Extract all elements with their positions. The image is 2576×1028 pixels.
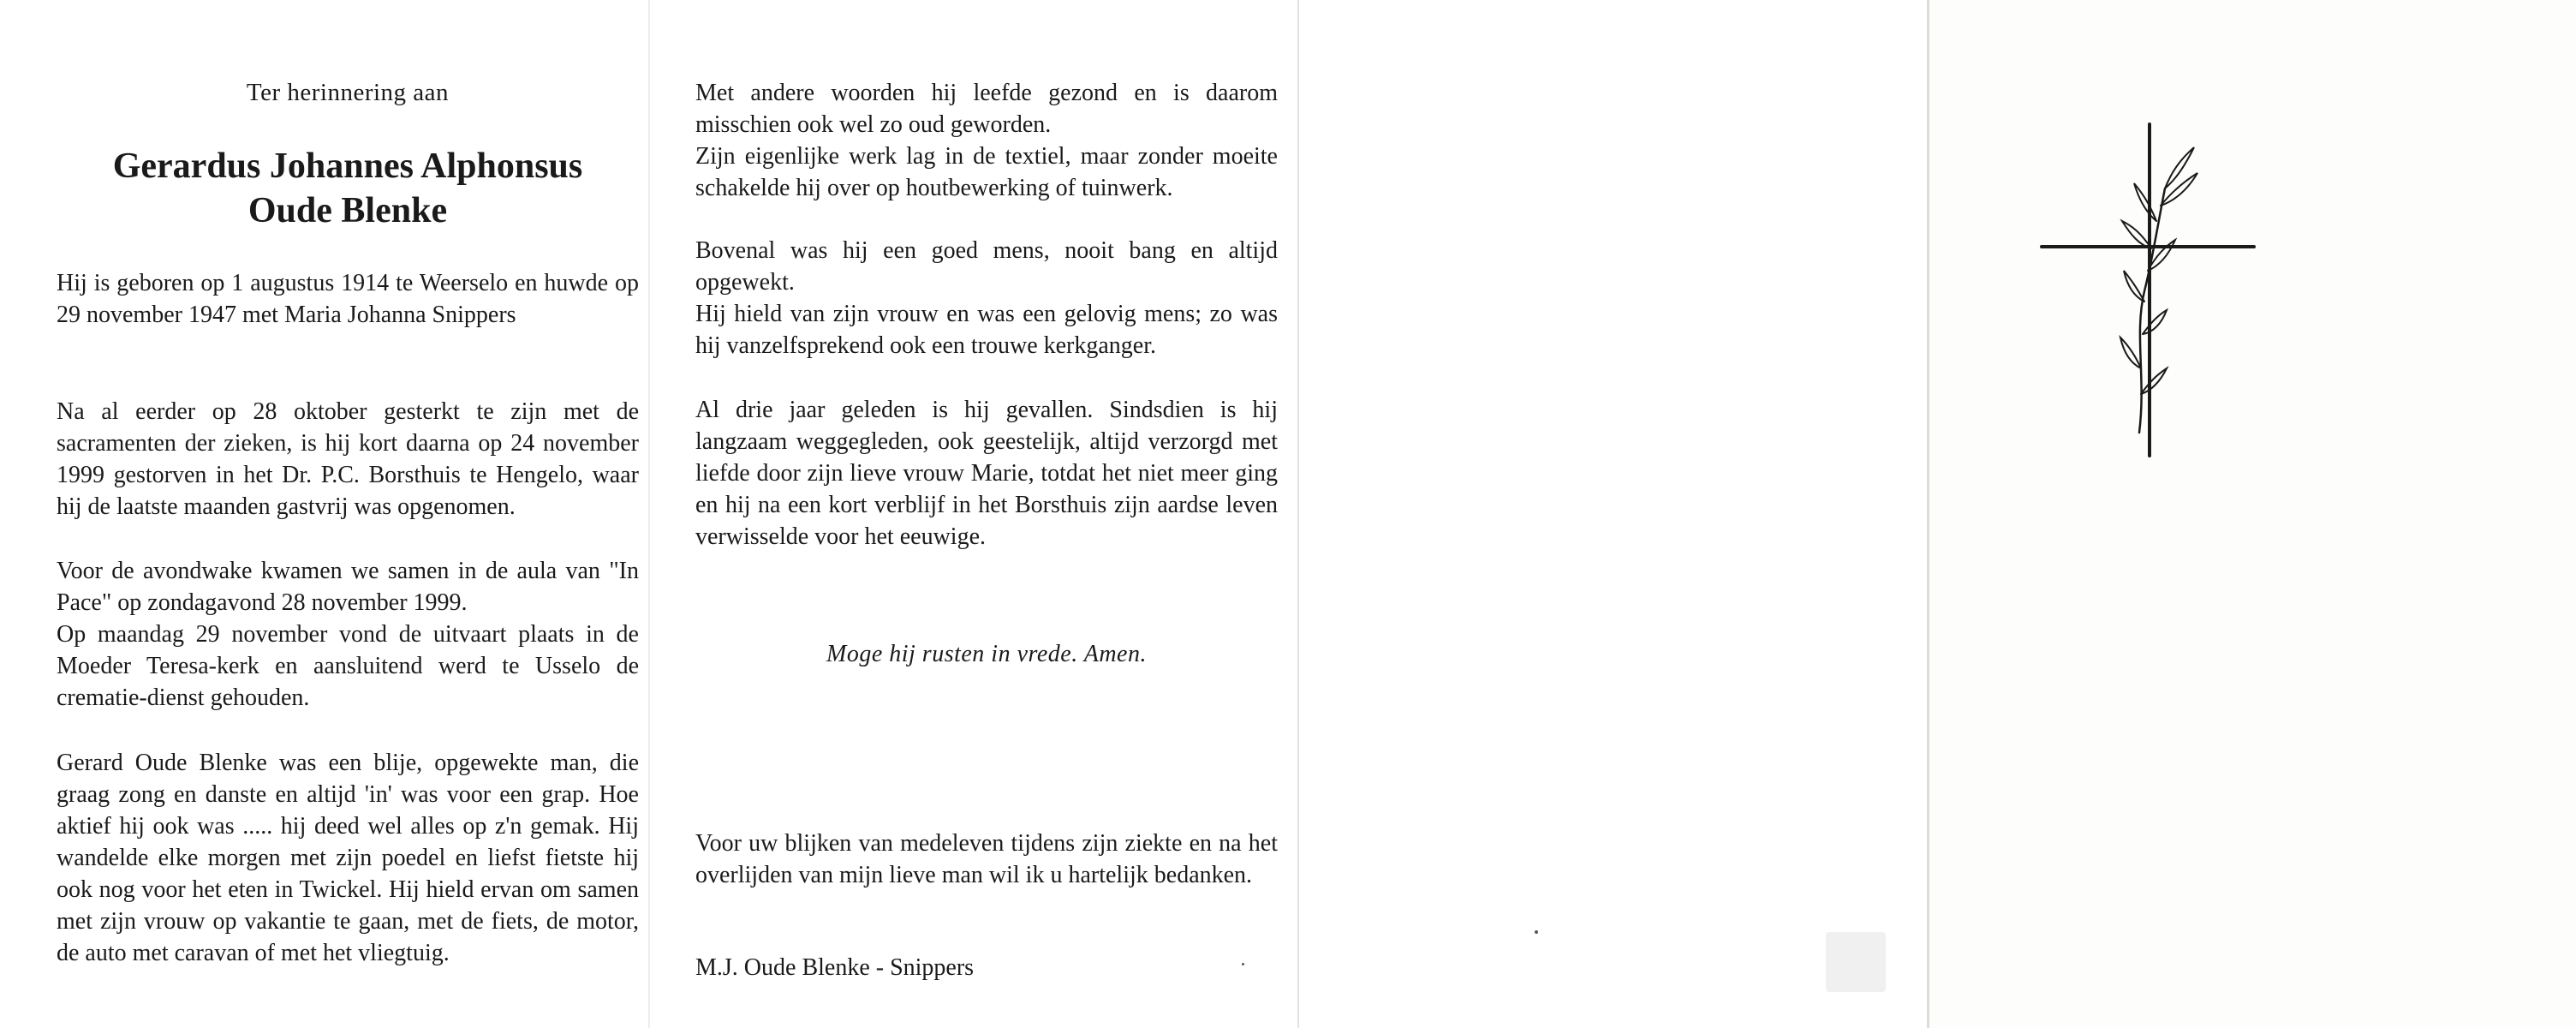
thanks-paragraph: Voor uw blijken van medeleven tijdens zijn ziekte en na het overlijden van mijn lieve man wil ik u hartelijk bedanken. [695, 830, 1278, 888]
memorial-heading: Ter herinnering aan [246, 79, 450, 106]
funeral-paragraph: Op maandag 29 november vond de uitvaart plaats in de Moeder Teresa-kerk en aansluitend werd te Usselo de crematie-dienst gehouden. [57, 621, 639, 711]
cross-with-palm-branch-icon [2038, 120, 2261, 463]
printer-mark-icon [1826, 932, 1886, 992]
decline-paragraph: Al drie jaar geleden is hij gevallen. Sindsdien is hij langzaam weggegleden, ook geestelijk, altijd verzorgd met liefde door zijn lieve vrouw Marie, totdat het niet meer ging en hij na een kort verblijf in het Borsthuis zijn aardse leven verwisselde voor het eeuwige. [695, 397, 1278, 550]
palm-leaf [2122, 221, 2151, 248]
name-line-1: Gerardus Johannes Alphonsus [112, 146, 583, 186]
fold-line [648, 0, 650, 1028]
signature: M.J. Oude Blenke - Snippers [695, 954, 975, 981]
health-paragraph: Met andere woorden hij leefde gezond en is daarom misschien ook wel zo oud geworden. [695, 80, 1278, 138]
faith-paragraph: Hij hield van zijn vrouw en was een gelovig mens; zo was hij vanzelfsprekend ook een trouwe kerkganger. [695, 301, 1278, 359]
print-speck [1535, 930, 1538, 934]
back-panel [1297, 0, 1927, 1028]
death-paragraph: Na al eerder op 28 oktober gesterkt te zijn met de sacramenten der zieken, is hij kort daarna op 24 november 1999 gestorven in het Dr. P.C. Borsthuis te Hengelo, waar hij de laatste maanden gastvrij was opgenomen. [57, 398, 639, 520]
prayer-line: Moge hij rusten in vrede. Amen. [826, 641, 1147, 667]
wake-paragraph: Voor de avondwake kwamen we samen in de aula van "In Pace" op zondagavond 28 november 1999. [57, 558, 639, 616]
palm-leaf [2134, 183, 2156, 221]
birth-paragraph: Hij is geboren op 1 augustus 1914 te Weerselo en huwde op 29 november 1947 met Maria Johanna Snippers [57, 270, 639, 328]
character-paragraph: Bovenal was hij een goed mens, nooit bang en altijd opgewekt. [695, 237, 1278, 296]
print-speck [1242, 963, 1244, 965]
palm-leaf [2165, 147, 2194, 188]
life-paragraph: Gerard Oude Blenke was een blije, opgewekte man, die graag zong en danste en altijd 'in' was voor een grap. Hoe aktief hij ook was ..... hij deed wel alles op z'n gemak. Hij wandelde elke morgen met zijn poedel en liefst fietste hij ook nog voor het eten in Twickel. Hij hield ervan om samen met zijn vrouw op vakantie te gaan, met de fiets, de motor, de auto met caravan of met het vliegtuig. [57, 750, 639, 966]
palm-stem [2139, 188, 2165, 433]
palm-leaf [2141, 368, 2167, 394]
name-line-2: Oude Blenke [247, 191, 448, 230]
work-paragraph: Zijn eigenlijke werk lag in de textiel, maar zonder moeite schakelde hij over op houtbewerking of tuinwerk. [695, 143, 1278, 201]
palm-leaf [2143, 310, 2167, 334]
deceased-name [57, 144, 639, 233]
palm-leaf [2161, 173, 2197, 206]
palm-leaf [2120, 338, 2141, 368]
palm-leaf [2124, 271, 2144, 302]
